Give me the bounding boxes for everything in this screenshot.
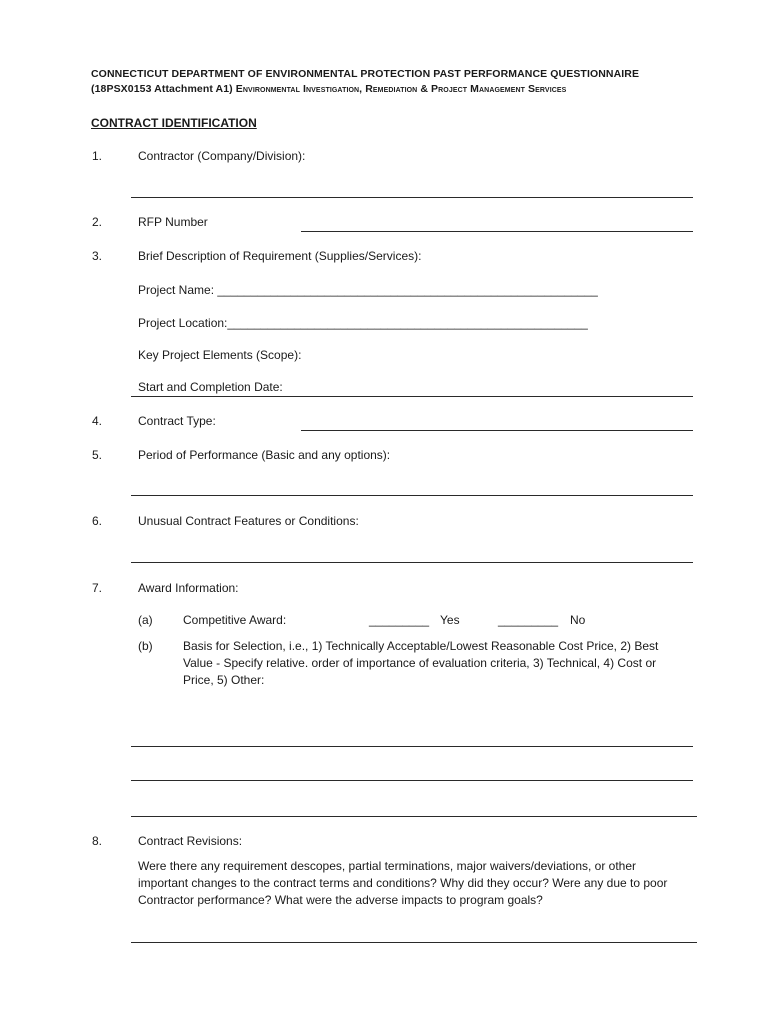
item-label-description: Brief Description of Requirement (Supplies/Services): bbox=[138, 249, 422, 263]
competitive-award-label: Competitive Award: bbox=[183, 613, 287, 627]
item-label-contract-revisions: Contract Revisions: bbox=[138, 834, 243, 848]
section-title: CONTRACT IDENTIFICATION bbox=[91, 116, 257, 130]
project-location-field[interactable]: Project Location:______________________________________________________ bbox=[138, 316, 588, 330]
item-label-contract-type: Contract Type: bbox=[138, 414, 216, 428]
contract-revisions-answer-line[interactable] bbox=[131, 942, 697, 943]
item-label-contractor: Contractor (Company/Division): bbox=[138, 149, 306, 163]
document-subtitle bbox=[91, 83, 566, 95]
competitive-award-yes-blank[interactable]: _________ bbox=[369, 613, 430, 627]
competitive-award-no-blank[interactable]: _________ bbox=[498, 613, 559, 627]
basis-answer-line-2[interactable] bbox=[131, 780, 693, 781]
project-name-field[interactable]: Project Name: _________________________________________________________ bbox=[138, 283, 598, 297]
item-number: 8. bbox=[92, 834, 103, 848]
item-number: 6. bbox=[92, 514, 103, 528]
subtitle-prefix: (18PSX0153 Attachment A1) bbox=[91, 83, 236, 95]
item-number: 5. bbox=[92, 448, 103, 462]
item-number: 4. bbox=[92, 414, 103, 428]
competitive-award-yes-label: Yes bbox=[440, 613, 460, 627]
rfp-number-answer-line[interactable] bbox=[301, 231, 693, 232]
start-completion-label: Start and Completion Date: bbox=[138, 380, 283, 394]
sub-item-marker-a: (a) bbox=[138, 613, 153, 627]
item-number: 1. bbox=[92, 149, 103, 163]
contract-type-answer-line[interactable] bbox=[301, 430, 693, 431]
item-label-unusual-features: Unusual Contract Features or Conditions: bbox=[138, 514, 359, 528]
start-completion-answer-line[interactable] bbox=[131, 396, 693, 397]
basis-for-selection-text: Basis for Selection, i.e., 1) Technically Acceptable/Lowest Reasonable Cost Price, 2) Best Value - Specify relative. order of importance of evaluation criteria, 3) Technical, 4) Cost or Price, 5) Other: bbox=[183, 639, 659, 687]
item-number: 2. bbox=[92, 215, 103, 229]
competitive-award-no-label: No bbox=[570, 613, 586, 627]
item-number: 3. bbox=[92, 249, 103, 263]
item-label-period-of-performance: Period of Performance (Basic and any options): bbox=[138, 448, 391, 462]
basis-answer-line-3[interactable] bbox=[131, 816, 697, 817]
item-label-rfp-number: RFP Number bbox=[138, 215, 208, 229]
period-of-performance-answer-line[interactable] bbox=[131, 495, 693, 496]
contract-revisions-question: Were there any requirement descopes, partial terminations, major waivers/deviations, or other important changes to the contract terms and conditions? Why did they occur? Were any due to poor Contractor performance? What were the adverse impacts to program goals? bbox=[138, 859, 668, 907]
unusual-features-answer-line[interactable] bbox=[131, 562, 693, 563]
basis-answer-line-1[interactable] bbox=[131, 746, 693, 747]
item-label-award-information: Award Information: bbox=[138, 581, 239, 595]
subtitle-smallcaps: Environmental Investigation, Remediation & Project Management Services bbox=[235, 83, 567, 95]
contractor-answer-line[interactable] bbox=[131, 197, 693, 198]
key-project-elements-label: Key Project Elements (Scope): bbox=[138, 348, 302, 362]
sub-item-marker-b: (b) bbox=[138, 639, 153, 653]
document-title: CONNECTICUT DEPARTMENT OF ENVIRONMENTAL PROTECTION PAST PERFORMANCE QUESTIONNAIRE bbox=[91, 68, 640, 80]
item-number: 7. bbox=[92, 581, 103, 595]
